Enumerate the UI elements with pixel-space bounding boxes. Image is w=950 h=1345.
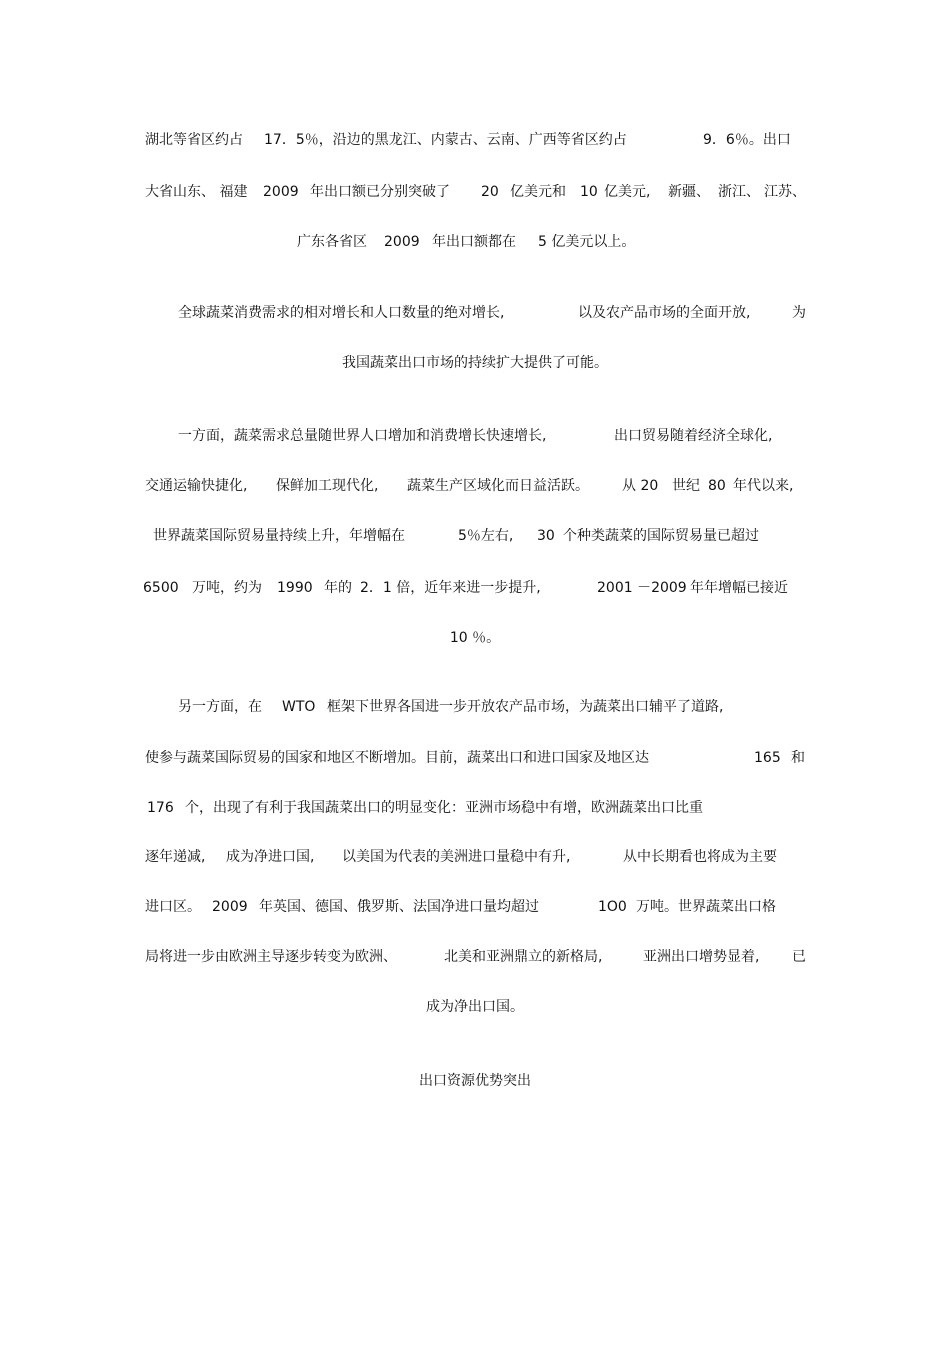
text-segment: WTO xyxy=(282,699,316,715)
text-line xyxy=(0,796,950,820)
text-line xyxy=(0,524,950,548)
text-line xyxy=(0,230,950,254)
text-segment: 保鲜加工现代化, xyxy=(276,478,379,494)
text-segment: 个，出现了有利于我国蔬菜出口的明显变化：亚洲市场稳中有增，欧洲蔬菜出口比重 xyxy=(185,800,703,816)
text-segment: 亿美元, xyxy=(604,184,651,200)
text-segment: 广东各省区 xyxy=(297,234,367,250)
text-segment: 1O0 xyxy=(598,899,627,915)
text-line xyxy=(0,895,950,919)
text-line xyxy=(0,576,950,600)
text-line xyxy=(0,845,950,869)
text-segment: 世纪 xyxy=(672,478,700,494)
text-line: 10 ％。 xyxy=(449,630,501,646)
text-segment: 为 xyxy=(792,305,806,321)
text-segment: 江苏、 xyxy=(764,184,806,200)
text-segment: 从中长期看也将成为主要 xyxy=(623,849,777,865)
text-segment: 全球蔬菜消费需求的相对增长和人口数量的绝对增长, xyxy=(178,305,505,321)
text-segment: 新疆、 xyxy=(668,184,710,200)
text-segment: 出口贸易随着经济全球化, xyxy=(614,428,773,444)
text-line xyxy=(0,128,950,152)
text-segment: 17．5％，沿边的黑龙江、内蒙古、云南、广西等省区约占 xyxy=(264,132,627,148)
text-segment: 北美和亚洲鼎立的新格局, xyxy=(444,949,603,965)
text-segment: 使参与蔬菜国际贸易的国家和地区不断增加。目前，蔬菜出口和进口国家及地区达 xyxy=(145,750,649,766)
text-segment: 5％左右, xyxy=(458,528,514,544)
text-segment: 亿美元和 xyxy=(510,184,566,200)
text-segment: 进口区。 xyxy=(145,899,201,915)
text-segment: 2009 xyxy=(384,234,420,250)
text-segment: 亚洲出口增势显着, xyxy=(643,949,760,965)
text-segment: 80 xyxy=(708,478,726,494)
text-segment: 交通运输快捷化, xyxy=(145,478,248,494)
text-segment: 浙江、 xyxy=(718,184,760,200)
text-segment: 另一方面，在 xyxy=(178,699,262,715)
text-segment: 10 xyxy=(580,184,598,200)
text-segment: 以美国为代表的美洲进口量稳中有升, xyxy=(342,849,571,865)
text-segment: 2．1 倍，近年来进一步提升, xyxy=(360,580,541,596)
text-segment: 年年增幅已接近 xyxy=(690,580,788,596)
text-line xyxy=(0,945,950,969)
text-segment: 世界蔬菜国际贸易量持续上升，年增幅在 xyxy=(153,528,405,544)
text-segment: 年英国、德国、俄罗斯、法国净进口量均超过 xyxy=(259,899,539,915)
text-segment: 165 xyxy=(754,750,781,766)
text-segment: 从 20 xyxy=(622,478,659,494)
text-segment: 2009 xyxy=(212,899,248,915)
text-segment: 框架下世界各国进一步开放农产品市场，为蔬菜出口辅平了道路, xyxy=(327,699,724,715)
text-segment: 1990 xyxy=(277,580,313,596)
text-segment: 5 亿美元以上。 xyxy=(538,234,636,250)
text-line xyxy=(0,180,950,204)
text-segment: 2001 －2009 xyxy=(597,580,687,596)
text-segment: 蔬菜生产区域化而日益活跃。 xyxy=(407,478,589,494)
section-heading: 出口资源优势突出 xyxy=(419,1073,531,1089)
text-segment: 一方面，蔬菜需求总量随世界人口增加和消费增长快速增长, xyxy=(178,428,547,444)
text-segment: 年的 xyxy=(324,580,352,596)
text-segment: 万吨，约为 xyxy=(192,580,262,596)
text-line xyxy=(0,301,950,325)
text-segment: 30 xyxy=(537,528,555,544)
text-line xyxy=(0,424,950,448)
text-segment: 9．6％。出口 xyxy=(703,132,791,148)
text-line: 我国蔬菜出口市场的持续扩大提供了可能。 xyxy=(342,355,608,371)
text-segment: 和 xyxy=(791,750,805,766)
text-segment: 年出口额已分别突破了 xyxy=(310,184,450,200)
text-line xyxy=(0,474,950,498)
text-segment: 湖北等省区约占 xyxy=(145,132,243,148)
text-line xyxy=(0,695,950,719)
text-segment: 2009 xyxy=(263,184,299,200)
text-line xyxy=(0,746,950,770)
text-segment: 局将进一步由欧洲主导逐步转变为欧洲、 xyxy=(145,949,397,965)
text-line: 成为净出口国。 xyxy=(426,999,524,1015)
text-segment: 万吨。世界蔬菜出口格 xyxy=(636,899,776,915)
text-segment: 年出口额都在 xyxy=(432,234,516,250)
text-segment: 已 xyxy=(792,949,806,965)
text-segment: 176 xyxy=(147,800,174,816)
text-segment: 大省山东、 福建 xyxy=(145,184,248,200)
text-segment: 成为净进口国, xyxy=(226,849,315,865)
text-segment: 个种类蔬菜的国际贸易量已超过 xyxy=(563,528,759,544)
text-segment: 以及农产品市场的全面开放, xyxy=(578,305,751,321)
text-segment: 20 xyxy=(481,184,499,200)
text-segment: 逐年递减, xyxy=(145,849,206,865)
text-segment: 年代以来, xyxy=(733,478,794,494)
text-segment: 6500 xyxy=(143,580,179,596)
